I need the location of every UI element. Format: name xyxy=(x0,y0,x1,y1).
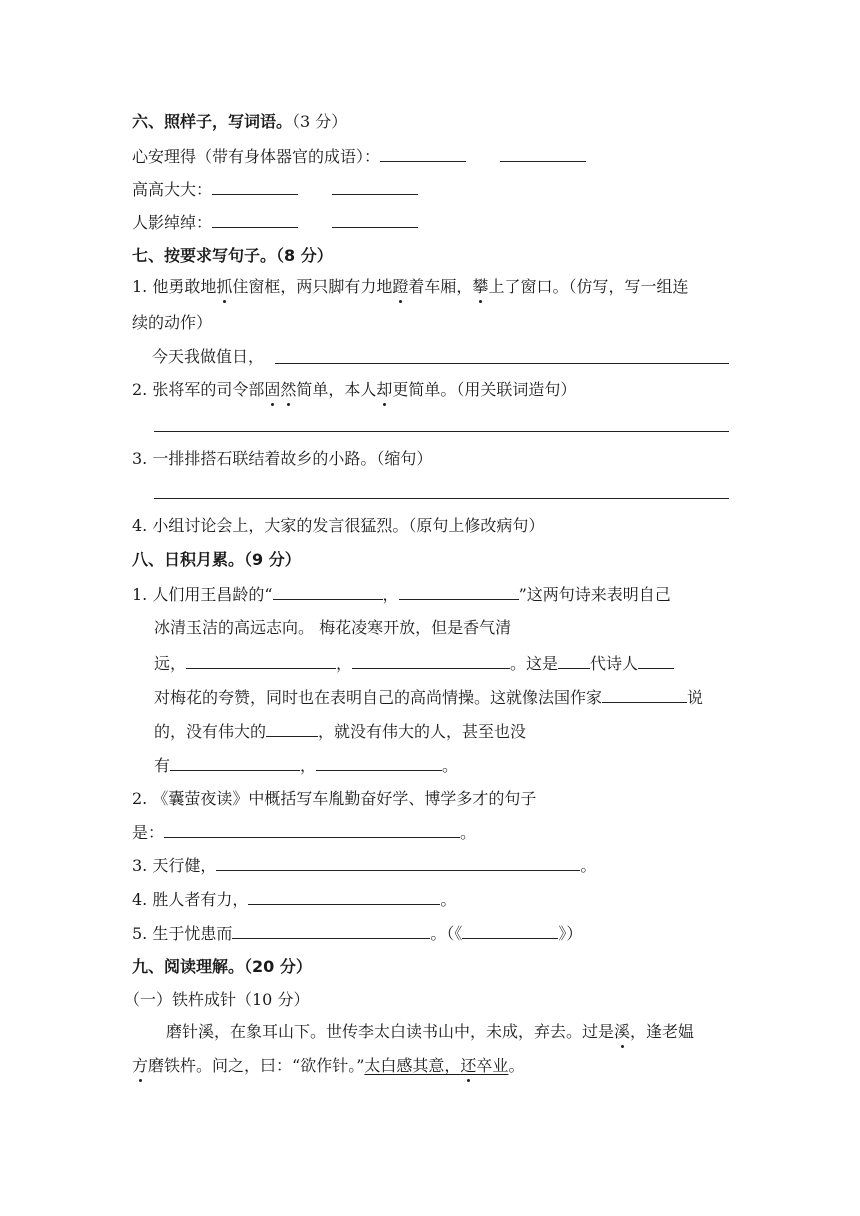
s8-q4 xyxy=(132,888,456,911)
answer-blank[interactable] xyxy=(602,686,687,703)
answer-blank[interactable] xyxy=(212,178,298,195)
text-run: 上了窗口。（仿写，写一组连 xyxy=(488,277,689,296)
text-run: 有 xyxy=(154,756,171,775)
answer-blank[interactable] xyxy=(332,211,418,228)
emphasis-char: 方 xyxy=(132,1056,149,1075)
answer-blank[interactable] xyxy=(558,652,590,669)
section-6-score: （3 分） xyxy=(292,112,348,131)
text-run: 磨针溪，在象耳山下。世传李太白读书山中，未成，弃去。过是 xyxy=(166,1022,615,1041)
underlined-sentence: 太白感其意， xyxy=(364,1056,461,1075)
text-run: ，逢老媪 xyxy=(630,1022,695,1041)
text-run: 》） xyxy=(558,924,583,943)
s7-q1-line-1 xyxy=(132,276,688,298)
emphasis-char: 还 xyxy=(460,1056,477,1075)
text-run: 代诗人 xyxy=(590,654,639,673)
emphasis-char: 蹬 xyxy=(392,277,409,296)
answer-line[interactable] xyxy=(154,431,729,432)
passage-line-1 xyxy=(166,1021,694,1043)
text-run: 5. 生于忧患而 xyxy=(132,924,233,943)
text-run: 。 xyxy=(460,823,477,842)
answer-blank[interactable] xyxy=(352,652,510,669)
text-run: 更简单。（用关联词造句） xyxy=(392,380,577,399)
section-6-heading xyxy=(132,111,347,133)
s8-q1-line-6 xyxy=(154,754,458,777)
s6-row-2 xyxy=(132,178,418,201)
answer-blank[interactable] xyxy=(462,922,558,939)
text-run: ，就没有伟大的人，甚至也没 xyxy=(318,722,527,741)
text-run: 是： xyxy=(132,823,165,842)
answer-blank[interactable] xyxy=(266,720,318,737)
s6-row-2-label: 高高大大： xyxy=(132,180,213,199)
answer-blank[interactable] xyxy=(638,652,674,669)
text-run: 说 xyxy=(687,688,704,707)
text-run: ”这两句诗来表明自己 xyxy=(518,585,671,604)
answer-blank[interactable] xyxy=(232,922,430,939)
s6-row-1-label: 心安理得（带有身体器官的成语）： xyxy=(132,147,381,166)
section-6-title: 六、照样子，写词语。 xyxy=(132,112,293,131)
text-run: ， xyxy=(300,756,317,775)
answer-blank[interactable] xyxy=(170,754,300,771)
text-run: 。（《 xyxy=(430,924,463,943)
section-9-heading: 九、阅读理解。（20 分） xyxy=(132,957,312,976)
text-run: 3. 天行健， xyxy=(132,856,217,875)
text-run: 磨铁杵。问之，曰：“欲作针。” xyxy=(148,1056,365,1075)
s8-q3 xyxy=(132,854,596,877)
emphasis-char: 抓 xyxy=(216,277,233,296)
text-run: 4. 胜人者有力， xyxy=(132,890,249,909)
answer-blank[interactable] xyxy=(332,178,418,195)
s7-q3: 3. 一排排搭石联结着故乡的小路。（缩句） xyxy=(132,449,433,468)
answer-blank[interactable] xyxy=(212,211,298,228)
section-7-heading: 七、按要求写句子。（8 分） xyxy=(132,246,333,265)
s9-subsection-title: （一）铁杵成针（10 分） xyxy=(124,990,310,1009)
text-run: 着车厢， xyxy=(408,277,473,296)
s8-q1-line-4 xyxy=(154,686,703,709)
s8-q2-line-1: 2. 《囊萤夜读》中概括写车胤勤奋好学、博学多才的句子 xyxy=(132,789,537,808)
answer-blank[interactable] xyxy=(273,583,383,600)
text-run: 1. 他勇敢地 xyxy=(132,277,217,296)
answer-blank[interactable] xyxy=(399,583,519,600)
answer-blank[interactable] xyxy=(248,888,440,905)
text-run: 。 xyxy=(508,1056,525,1075)
text-run: ， xyxy=(382,585,399,604)
passage-line-2 xyxy=(132,1055,524,1077)
s8-q1-line-2: 冰清玉洁的高远志向。 梅花凌寒开放，但是香气清 xyxy=(154,618,512,637)
s7-q1-prompt: 今天我做值日， xyxy=(152,347,265,366)
text-run: 。 xyxy=(440,890,457,909)
s8-q5 xyxy=(132,922,582,945)
answer-blank[interactable] xyxy=(186,652,336,669)
emphasis-char: 溪 xyxy=(614,1022,631,1041)
answer-blank[interactable] xyxy=(500,145,586,162)
text-run: 1. 人们用王昌龄的“ xyxy=(132,585,273,604)
s8-q2-line-2 xyxy=(132,821,476,844)
emphasis-char: 攀 xyxy=(472,277,489,296)
text-run: 住窗框，两只脚有力地 xyxy=(232,277,393,296)
text-run: ， xyxy=(336,654,353,673)
underlined-sentence: 卒业 xyxy=(476,1056,509,1075)
emphasis-char: 固 xyxy=(264,380,281,399)
s7-q1-line-2: 续的动作） xyxy=(132,313,213,332)
text-run: 。这是 xyxy=(510,654,559,673)
text-run: 对梅花的夸赞，同时也在表明自己的高尚情操。这就像法国作家 xyxy=(154,688,603,707)
s8-q1-line-1 xyxy=(132,583,671,606)
s8-q1-line-3 xyxy=(154,652,674,675)
s6-row-3 xyxy=(132,211,418,234)
answer-blank[interactable] xyxy=(216,854,580,871)
s8-q1-line-5 xyxy=(154,720,526,743)
answer-blank[interactable] xyxy=(316,754,442,771)
s6-row-1 xyxy=(132,145,586,168)
s7-q4: 4. 小组讨论会上，大家的发言很猛烈。（原句上修改病句） xyxy=(132,516,545,535)
text-run: 简单，本人 xyxy=(296,380,377,399)
answer-blank[interactable] xyxy=(380,145,466,162)
text-run: 2. 张将军的司令部 xyxy=(132,380,265,399)
s7-q2 xyxy=(132,379,576,401)
text-run: 远， xyxy=(154,654,187,673)
section-8-heading: 八、日积月累。（9 分） xyxy=(132,550,301,569)
answer-line[interactable] xyxy=(154,498,729,499)
answer-line[interactable] xyxy=(275,363,729,364)
text-run: 。 xyxy=(580,856,597,875)
emphasis-char: 却 xyxy=(376,380,393,399)
s6-row-3-label: 人影绰绰： xyxy=(132,213,213,232)
answer-blank[interactable] xyxy=(164,821,460,838)
emphasis-char: 然 xyxy=(280,380,297,399)
text-run: 的，没有伟大的 xyxy=(154,722,267,741)
text-run: 。 xyxy=(442,756,459,775)
